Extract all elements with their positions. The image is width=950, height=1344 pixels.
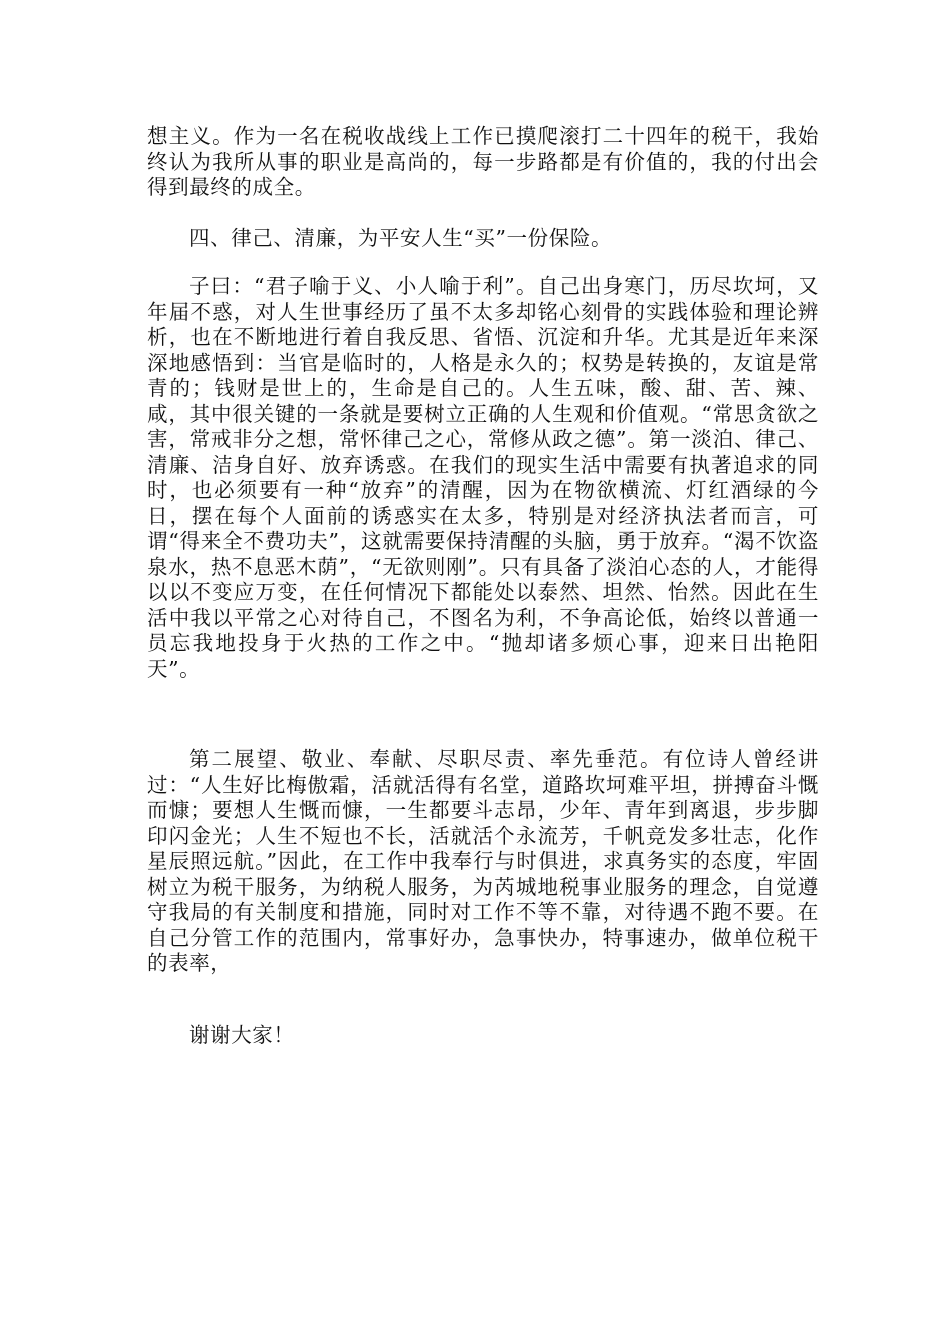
paragraph-integrity: 子曰：“君子喻于义、小人喻于利”。自己出身寒门，历尽坎坷，又年届不惑，对人生世事经历了虽不太多却铭心刻骨的实践体验和理论辨析，也在不断地进行着自我反思、省悟、沉淀和升华。尤其是近年来深深地感悟到：当官是临时的，人格是永久的；权势是转换的，友谊是常青的；钱财是世上的，生命是自己的。人生五味，酸、甜、苦、辣、咸，其中很关键的一条就是要树立正确的人生观和价值观。“常思贪欲之害，常戒非分之想，常怀律己之心，常修从政之德”。第一淡泊、律己、清廉、洁身自好、放弃诱惑。在我们的现实生活中需要有执著追求的同时，也必须要有一种“放弃”的清醒，因为在物欲横流、灯红酒绿的今日，摆在每个人面前的诱惑实在太多，特别是对经济执法者而言，可谓“得来全不费功夫”，这就需要保持清醒的头脑，勇于放弃。“渴不饮盗泉水，热不息恶木荫”，“无欲则刚”。只有具备了淡泊心态的人，才能得以以不变应万变，在任何情况下都能处以泰然、坦然、怡然。因此在生活中我以平常之心对待自己，不图名为利，不争高论低，始终以普通一员忘我地投身于火热的工作之中。“抛却诸多烦心事，迎来日出艳阳天”。 [147,274,819,681]
paragraph-continuation: 想主义。作为一名在税收战线上工作已摸爬滚打二十四年的税干，我始终认为我所从事的职业是高尚的，每一步路都是有价值的，我的付出会得到最终的成全。 [147,124,819,199]
closing-thanks: 谢谢大家！ [189,1023,295,1047]
section-heading: 四、律己、清廉，为平安人生“买”一份保险。 [189,226,613,250]
paragraph-dedication: 第二展望、敬业、奉献、尽职尽责、率先垂范。有位诗人曾经讲过：“人生好比梅傲霜，活就活得有名堂，道路坎坷难平坦，拼搏奋斗慨而慷；要想人生慨而慷，一生都要斗志昂，少年、青年到离退，步步脚印闪金光；人生不短也不长，活就活个永流芳，千帆竞发多壮志，化作星辰照远航。”因此，在工作中我奉行与时俱进，求真务实的态度，牢固树立为税干服务，为纳税人服务，为芮城地税事业服务的理念，自觉遵守我局的有关制度和措施，同时对工作不等不靠，对待遇不跑不要。在自己分管工作的范围内，常事好办，急事快办，特事速办，做单位税干的表率， [147,747,819,975]
